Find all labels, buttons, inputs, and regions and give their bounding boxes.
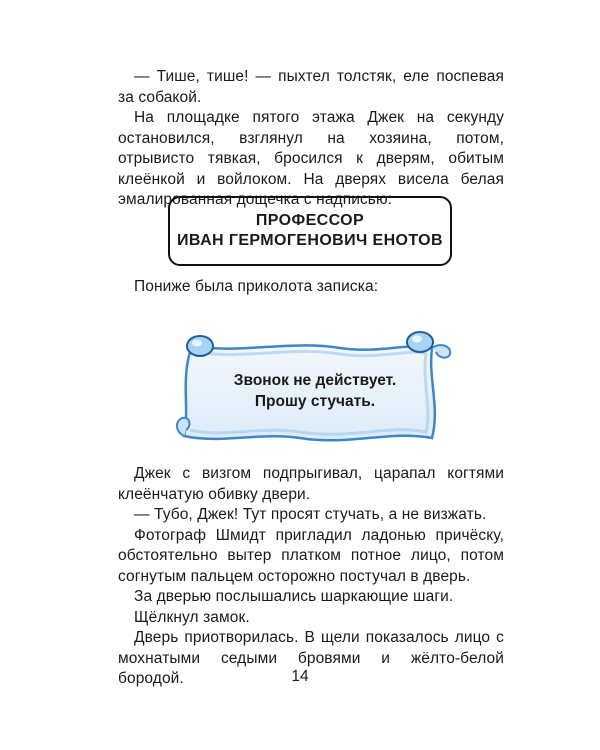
paragraph: — Тише, тише! — пыхтел толстяк, еле поспевая за собакой. [118,68,504,106]
text-block-note-intro [118,277,504,298]
paragraph: Джек с визгом подпрыгивал, царапал когтями клеёнчатую обивку двери. [118,465,504,503]
pinned-note [170,318,460,454]
door-sign [168,196,452,266]
paragraph: На площадке пятого этажа Джек на секунду остановился, взглянул на хозяина, потом, отрывисто тявкая, бросился к дверям, обитым клеёнкой и войлоком. На дверях висела белая эмалированная дощечка с надписью: [118,109,504,208]
paragraph: Фотограф Шмидт пригладил ладонью причёску, обстоятельно вытер платком потное лицо, потом согнутым пальцем осторожно постучал в дверь. [118,526,504,585]
note-line: Звонок не действует. [233,372,397,389]
paragraph: За дверью послышались шаркающие шаги. [134,588,454,605]
paragraph: — Тубо, Джек! Тут просят стучать, а не визжать. [134,506,487,523]
note-line: Прошу стучать. [254,393,376,410]
paragraph: Пониже была приколота записка: [134,278,379,295]
pin-icon [407,332,433,352]
sign-line-title: ПРОФЕССОР [255,212,365,229]
paragraph: Щёлкнул замок. [134,608,250,626]
page-number: 14 [291,668,309,685]
text-block-bottom [118,464,504,690]
paragraph: Дверь приотворилась. В щели показалось лицо с мохнатыми седыми бровями и жёлто-белой бородой. [118,629,504,687]
note-text [170,370,460,412]
pin-icon [187,336,213,356]
text-block-top [118,67,504,211]
sign-line-name: ИВАН ГЕРМОГЕНОВИЧ ЕНОТОВ [177,232,443,249]
